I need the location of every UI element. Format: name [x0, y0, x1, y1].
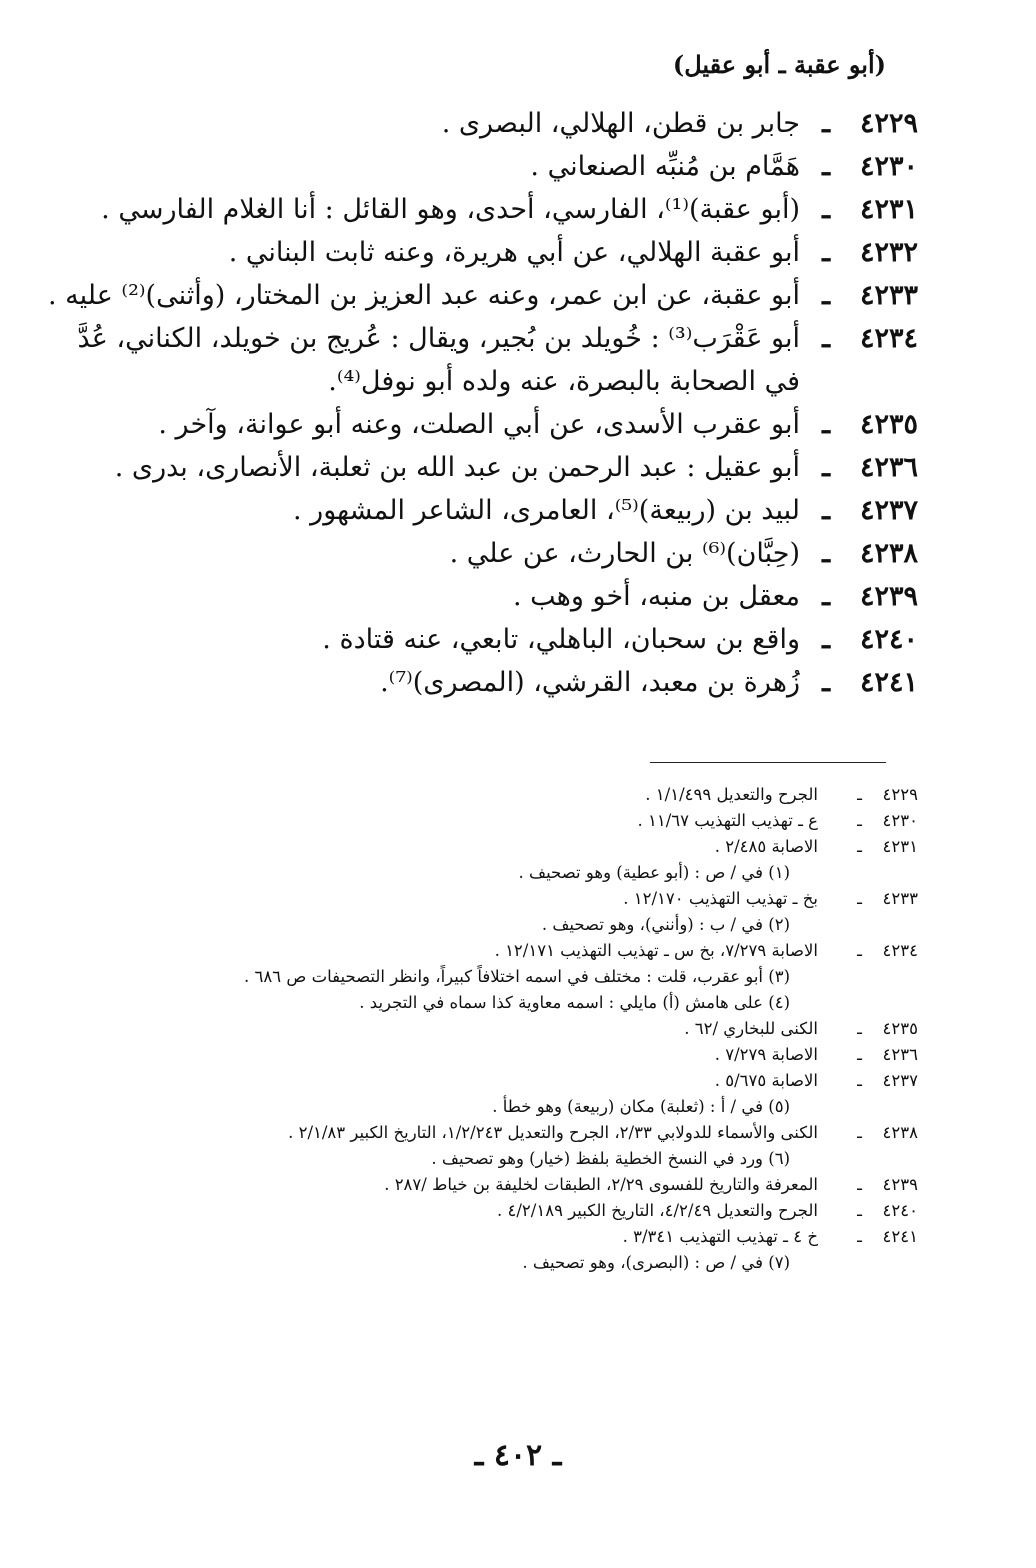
footnote-source: الاصابة ٧/٢٧٩، بخ س ـ تهذيب التهذيب ١٢/١٧١ . [494, 941, 818, 960]
entry-dash: ـ [822, 667, 830, 698]
footnote-entry-number: ٤٢٢٩ [882, 785, 918, 804]
entry-row [98, 403, 918, 446]
entry-dash: ـ [822, 409, 830, 440]
footnote-dash: ـ [857, 941, 862, 960]
entry-dash: ـ [822, 495, 830, 526]
entry-row [98, 575, 918, 618]
footnote-entry-number: ٤٢٣٣ [882, 889, 918, 908]
entry-text: جابر بن قطن، الهلالي، البصرى . [441, 108, 800, 139]
footnote-entry-number: ٤٢٣٥ [882, 1019, 918, 1038]
footnote-source: الاصابة ٥/٦٧٥ . [714, 1071, 818, 1090]
footnote-remark: (٢) في / ب : (وأنني)، وهو تصحيف . [541, 915, 790, 934]
footnote-row [98, 834, 918, 860]
entry-dash: ـ [822, 108, 830, 139]
footnote-dash: ـ [857, 1175, 862, 1194]
entry-row [98, 188, 918, 231]
entry-dash: ـ [822, 194, 830, 225]
entry-number: ٤٢٤٠ [859, 624, 918, 655]
footnote-row [98, 1042, 918, 1068]
entry-dash: ـ [822, 323, 830, 354]
footnote-row [98, 1172, 918, 1198]
entry-dash: ـ [822, 452, 830, 483]
entry-dash: ـ [822, 538, 830, 569]
footnote-entry-number: ٤٢٤١ [882, 1227, 918, 1246]
footnote-row [98, 1068, 918, 1094]
footnote-remark: (١) في / ص : (أبو عطية) وهو تصحيف . [518, 863, 790, 882]
footnote-row [98, 1198, 918, 1224]
entry-number: ٤٢٤١ [859, 667, 918, 698]
footnote-source: خ ٤ ـ تهذيب التهذيب ٣/٣٤١ . [622, 1227, 818, 1246]
footnote-dash: ـ [857, 811, 862, 830]
entry-text: هَمَّام بن مُنبِّه الصنعاني . [530, 151, 800, 182]
footnote-entry-number: ٤٢٣٠ [882, 811, 918, 830]
entry-row [98, 102, 918, 145]
entry-row [98, 489, 918, 532]
entry-dash: ـ [822, 280, 830, 311]
footnote-row [98, 1016, 918, 1042]
footnote-remark: (٣) أبو عقرب، قلت : مختلف في اسمه اختلافاً كبيراً، وانظر التصحيفات ص ٦٨٦ . [244, 967, 790, 986]
footnote-dash: ـ [857, 1045, 862, 1064]
entry-row [98, 532, 918, 575]
entry-dash: ـ [822, 624, 830, 655]
entry-dash: ـ [822, 151, 830, 182]
entry-number: ٤٢٣٥ [859, 409, 918, 440]
page-number: ـ ٤٠٢ ـ [474, 1438, 562, 1473]
footnote-separator [650, 762, 886, 763]
entry-number: ٤٢٣٤ [859, 323, 918, 354]
entry-number: ٤٢٢٩ [859, 108, 918, 139]
footnote-dash: ـ [857, 1071, 862, 1090]
entry-text: أبو عقرب الأسدى، عن أبي الصلت، وعنه أبو عوانة، وآخر . [158, 409, 800, 440]
entry-number: ٤٢٣٩ [859, 581, 918, 612]
footnote-source: ع ـ تهذيب التهذيب ١١/٦٧ . [637, 811, 818, 830]
footnote-entry-number: ٤٢٣١ [882, 837, 918, 856]
footnote-entry-number: ٤٢٣٨ [882, 1123, 918, 1142]
entry-row [98, 145, 918, 188]
footnote-source: المعرفة والتاريخ للفسوى ٢/٢٩، الطبقات لخليفة بن خياط /٢٨٧ . [384, 1175, 818, 1194]
footnote-remark: (٥) في / أ : (ثعلبة) مكان (ربيعة) وهو خطأ . [492, 1097, 790, 1116]
footnote-dash: ـ [857, 785, 862, 804]
entry-row [98, 231, 918, 274]
entry-number: ٤٢٣٠ [859, 151, 918, 182]
footnote-remark: (٤) على هامش (أ) مايلي : اسمه معاوية كذا سماه في التجريد . [359, 993, 790, 1012]
entry-number: ٤٢٣٨ [859, 538, 918, 569]
running-title: (أبو عقبة ـ أبو عقيل) [672, 50, 886, 79]
footnote-entry-number: ٤٢٣٩ [882, 1175, 918, 1194]
entry-number: ٤٢٣١ [859, 194, 918, 225]
entry-text: أبو عقبة الهلالي، عن أبي هريرة، وعنه ثابت البناني . [228, 237, 800, 268]
footnote-dash: ـ [857, 1019, 862, 1038]
footnotes [98, 782, 918, 1276]
footnote-source: الاصابة ٢/٤٨٥ . [714, 837, 818, 856]
entry-text: معقل بن منبه، أخو وهب . [512, 581, 800, 612]
entry-text: واقع بن سحبان، الباهلي، تابعي، عنه قتادة . [322, 624, 800, 655]
footnote-remark: (٦) ورد في النسخ الخطية بلفظ (خيار) وهو تصحيف . [431, 1149, 790, 1168]
footnote-entry-number: ٤٢٣٦ [882, 1045, 918, 1064]
entry-text: (حِبَّان)⁽⁶⁾ بن الحارث، عن علي . [449, 538, 800, 569]
footnote-source: الجرح والتعديل ١/١/٤٩٩ . [645, 785, 818, 804]
entry-row [48, 274, 918, 317]
entry-text: لبيد بن (ربيعة)⁽⁵⁾، العامرى، الشاعر المشهور . [292, 495, 800, 526]
entry-text: أبو عقبة، عن ابن عمر، وعنه عبد العزيز بن المختار، (وأثنى)⁽²⁾ عليه . [48, 280, 800, 311]
footnote-dash: ـ [857, 837, 862, 856]
entry-row [98, 446, 918, 489]
footnote-row [98, 808, 918, 834]
footnote-dash: ـ [857, 1201, 862, 1220]
entry-number: ٤٢٣٧ [859, 495, 918, 526]
footnote-row [98, 886, 918, 912]
footnote-dash: ـ [857, 889, 862, 908]
entry-number: ٤٢٣٣ [859, 280, 918, 311]
footnote-source: الاصابة ٧/٢٧٩ . [714, 1045, 818, 1064]
entry-text: (أبو عقبة)⁽¹⁾، الفارسي، أحدى، وهو القائل : أنا الغلام الفارسي . [101, 194, 800, 225]
footnote-entry-number: ٤٢٣٤ [882, 941, 918, 960]
footnote-row [98, 1224, 918, 1250]
footnote-source: الكنى للبخاري /٦٢ . [684, 1019, 818, 1038]
entry-text: زُهرة بن معبد، القرشي، (المصرى)⁽⁷⁾. [380, 667, 800, 698]
entry-dash: ـ [822, 581, 830, 612]
entry-dash: ـ [822, 237, 830, 268]
biographical-entries [48, 102, 918, 704]
entry-number: ٤٢٣٢ [859, 237, 918, 268]
footnote-row [98, 1120, 918, 1146]
footnote-row [98, 938, 918, 964]
footnote-source: بخ ـ تهذيب التهذيب ١٢/١٧٠ . [623, 889, 818, 908]
entry-row [77, 317, 918, 360]
footnote-entry-number: ٤٢٣٧ [882, 1071, 918, 1090]
entry-continuation: في الصحابة بالبصرة، عنه ولده أبو نوفل⁽⁴⁾. [328, 366, 800, 397]
footnote-source: الكنى والأسماء للدولابي ٢/٣٣، الجرح والتعديل ١/٢/٢٤٣، التاريخ الكبير ٢/١/٨٣ . [288, 1123, 818, 1142]
footnote-dash: ـ [857, 1227, 862, 1246]
entry-text: أبو عَقْرَب⁽³⁾ : خُويلد بن بُجير، ويقال : عُريج بن خويلد، الكناني، عُدَّ [77, 323, 800, 354]
entry-text: أبو عقيل : عبد الرحمن بن عبد الله بن ثعلبة، الأنصارى، بدرى . [114, 452, 800, 483]
footnote-row [98, 782, 918, 808]
footnote-entry-number: ٤٢٤٠ [882, 1201, 918, 1220]
footnote-source: الجرح والتعديل ٤/٢/٤٩، التاريخ الكبير ٤/٢/١٨٩ . [497, 1201, 818, 1220]
entry-number: ٤٢٣٦ [859, 452, 918, 483]
entry-row [98, 661, 918, 704]
entry-row [98, 618, 918, 661]
footnote-dash: ـ [857, 1123, 862, 1142]
footnote-remark: (٧) في / ص : (البصرى)، وهو تصحيف . [522, 1253, 790, 1272]
